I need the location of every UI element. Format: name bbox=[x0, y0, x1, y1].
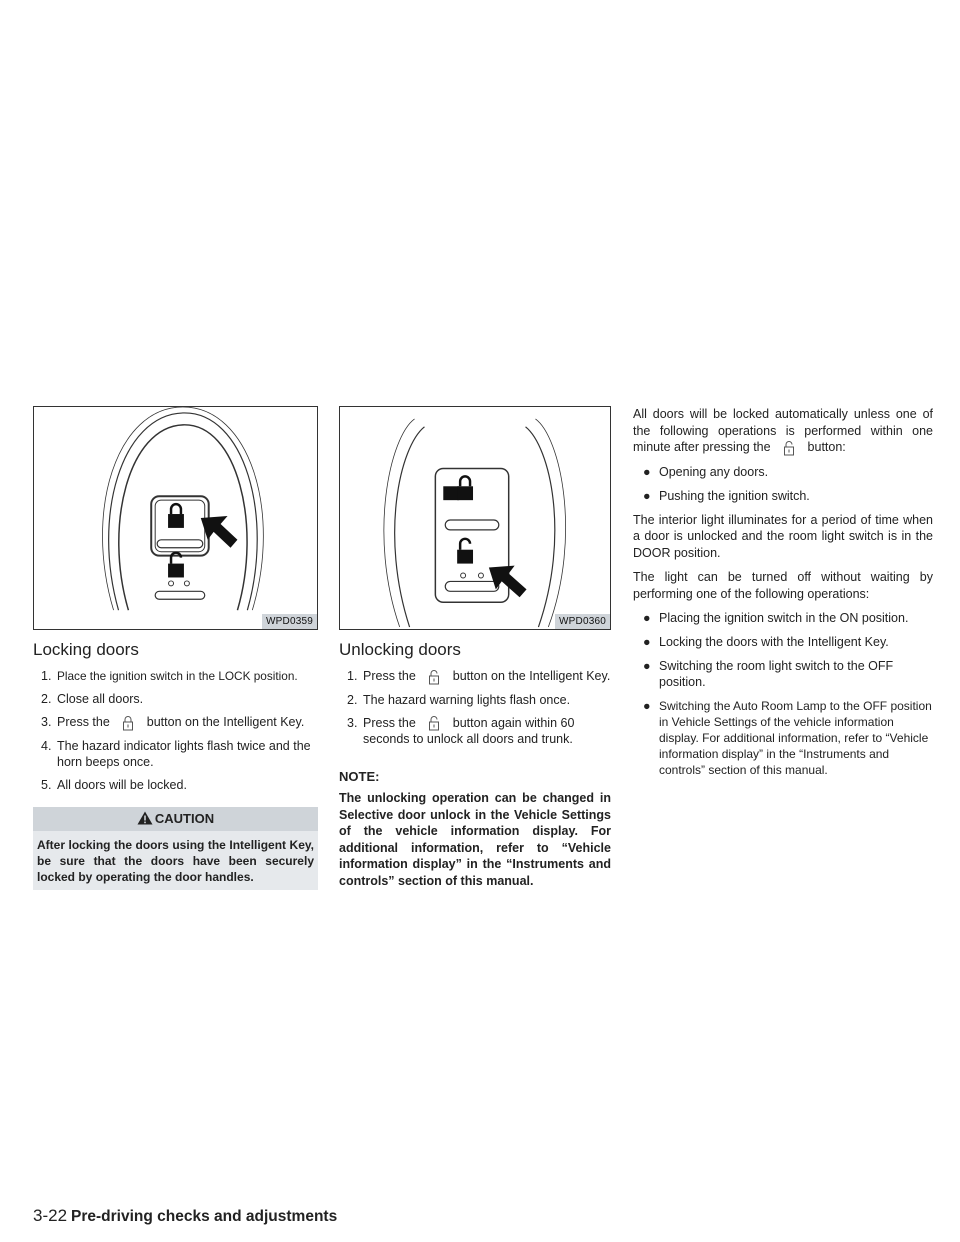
warning-triangle-icon bbox=[137, 811, 153, 825]
list-item: ● Opening any doors. bbox=[643, 464, 769, 479]
section-heading-unlocking: Unlocking doors bbox=[339, 640, 461, 659]
unlock-button-icon bbox=[419, 715, 449, 731]
auto-lock-bullets bbox=[633, 464, 933, 504]
locking-steps bbox=[33, 668, 318, 793]
figure-label: WPD0360 bbox=[555, 614, 610, 629]
list-item: ● Locking the doors with the Intelligent Key. bbox=[643, 635, 889, 650]
light-off-text: The light can be turned off without waiting by performing one of the following operations: bbox=[633, 570, 933, 601]
key-fob-lock-illustration bbox=[34, 407, 317, 629]
page-number: 3-22 bbox=[33, 1206, 68, 1225]
note-text: The unlocking operation can be changed in Selective door unlock in the Vehicle Settings of the vehicle information display. For additional information, refer to “Vehicle information display” in the “Instruments and controls” section of this manual. bbox=[339, 791, 611, 888]
unlock-button-icon bbox=[419, 669, 449, 685]
figure-unlocking-key bbox=[339, 406, 611, 630]
page-footer bbox=[33, 1206, 337, 1226]
list-item: ● Pushing the ignition switch. bbox=[643, 488, 810, 503]
list-item: ● Switching the Auto Room Lamp to the OFF position in Vehicle Settings of the vehicle information display. For additional information, refer to “Vehicle information display” in the “Instruments and controls” section of this manual. bbox=[643, 699, 932, 778]
unlock-button-icon bbox=[774, 440, 804, 456]
key-fob-unlock-illustration bbox=[340, 407, 610, 629]
chapter-title: Pre-driving checks and adjustments bbox=[71, 1208, 338, 1225]
list-item: 2. The hazard warning lights flash once. bbox=[347, 692, 571, 707]
list-item: 2. Close all doors. bbox=[41, 692, 144, 706]
list-item: 1. Press the button on the Intelligent Key. bbox=[347, 669, 611, 683]
caution-text: After locking the doors using the Intelligent Key, be sure that the doors have been securely locked by operating the door handles. bbox=[33, 831, 318, 890]
column-middle bbox=[339, 406, 611, 889]
unlocking-steps bbox=[339, 668, 611, 747]
list-item: 5. All doors will be locked. bbox=[41, 777, 187, 792]
auto-lock-intro: All doors will be locked automatically unless one of the following operations is performed within one minute after pressing the button: bbox=[633, 407, 933, 454]
note-title: NOTE: bbox=[339, 769, 380, 785]
list-item: 1. Place the ignition switch in the LOCK position. bbox=[41, 669, 298, 683]
caution-header: CAUTION bbox=[33, 807, 318, 831]
column-right bbox=[633, 406, 933, 786]
list-item: ● Placing the ignition switch in the ON position. bbox=[643, 611, 909, 626]
list-item: 3. Press the button again within 60 seconds to unlock all doors and trunk. bbox=[347, 715, 575, 747]
figure-locking-key bbox=[33, 406, 318, 630]
list-item: 4. The hazard indicator lights flash twice and the horn beeps once. bbox=[41, 738, 311, 769]
list-item: 3. Press the button on the Intelligent Key. bbox=[41, 715, 305, 729]
interior-light-text: The interior light illuminates for a period of time when a door is unlocked and the room light switch is in the DOOR position. bbox=[633, 512, 933, 560]
light-off-bullets bbox=[633, 610, 933, 778]
caution-box bbox=[33, 807, 318, 890]
column-left bbox=[33, 406, 318, 890]
section-heading-locking: Locking doors bbox=[33, 640, 139, 659]
lock-button-icon bbox=[113, 715, 143, 731]
list-item: ● Switching the room light switch to the OFF position. bbox=[643, 659, 894, 690]
figure-label: WPD0359 bbox=[262, 614, 317, 629]
